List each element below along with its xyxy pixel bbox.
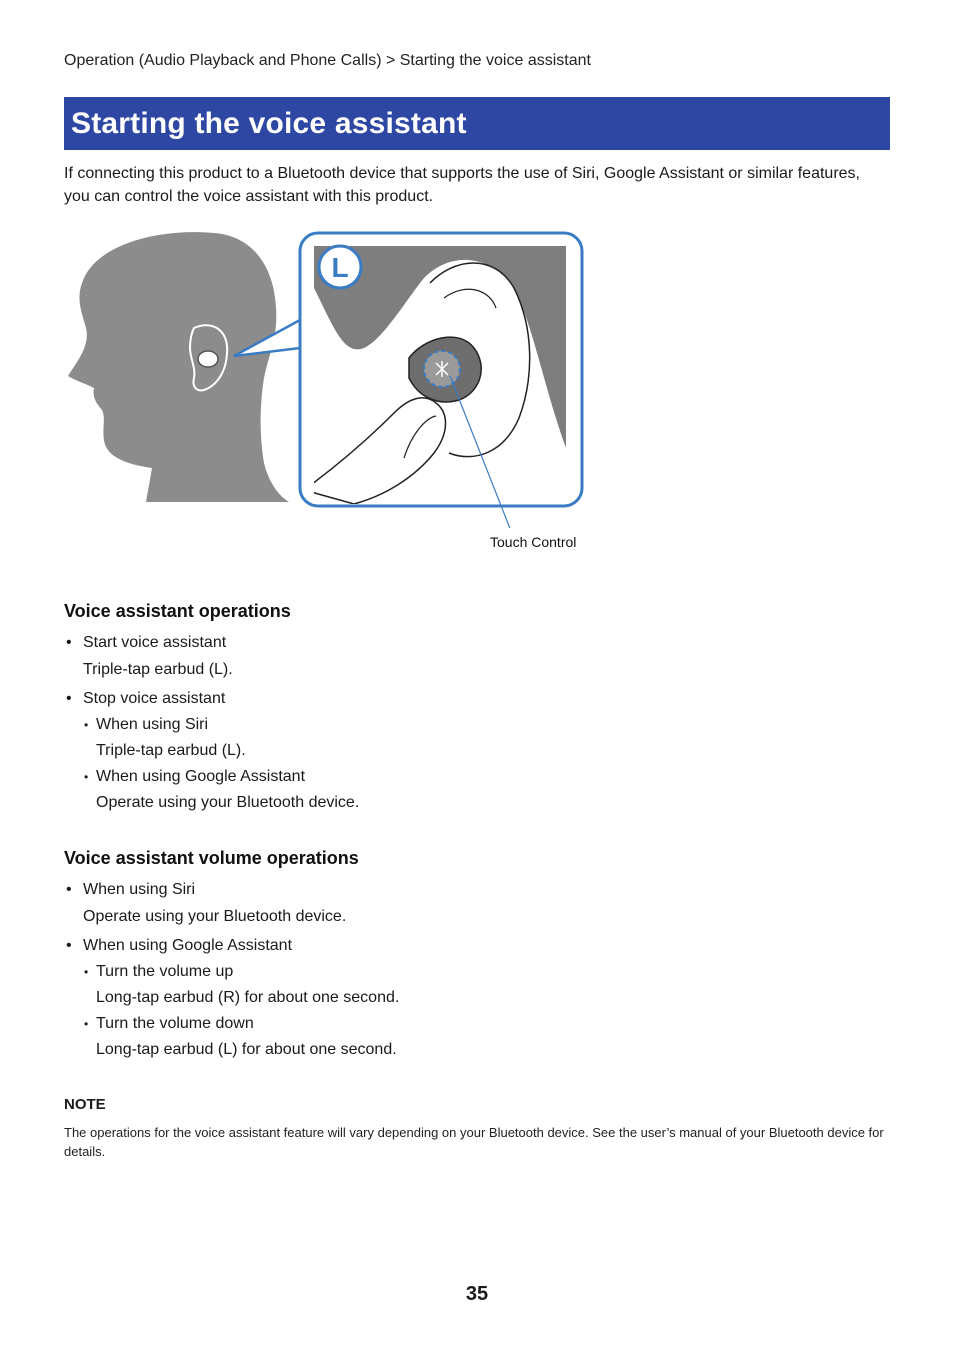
sub-item-detail: Long-tap earbud (R) for about one second. bbox=[96, 989, 400, 1006]
page-title: Starting the voice assistant bbox=[71, 107, 467, 140]
touch-control-caption: Touch Control bbox=[490, 534, 577, 550]
sub-item-label: When using Siri bbox=[96, 716, 209, 733]
note-text: The operations for the voice assistant feature will vary depending on your Bluetooth device. See the user’s manual of your Bluetooth device for details. bbox=[64, 1125, 884, 1159]
sub-item-detail: Triple-tap earbud (L). bbox=[96, 742, 246, 759]
sub-bullet-dot: • bbox=[84, 965, 89, 979]
note-heading: NOTE bbox=[64, 1096, 106, 1113]
sub-item-label: Turn the volume up bbox=[96, 963, 234, 980]
intro-paragraph: If connecting this product to a Bluetooth device that supports the use of Siri, Google Assistant or similar features, you can control the voice assistant with this product. bbox=[64, 165, 860, 205]
earbud-illustration bbox=[64, 228, 604, 558]
list-item-label: Stop voice assistant bbox=[83, 690, 226, 707]
sub-bullet-dot: • bbox=[84, 1017, 89, 1031]
head-earbud-illustration bbox=[64, 228, 604, 528]
section-heading-operations: Voice assistant operations bbox=[64, 601, 291, 621]
bullet-dot: • bbox=[66, 690, 72, 707]
title-bar bbox=[64, 97, 890, 150]
list-item-detail: Triple-tap earbud (L). bbox=[83, 661, 233, 678]
list-item-label: When using Siri bbox=[83, 881, 196, 898]
badge-letter: L bbox=[331, 252, 349, 283]
bullet-dot: • bbox=[66, 634, 72, 651]
sub-item-label: Turn the volume down bbox=[96, 1015, 254, 1032]
page-number: 35 bbox=[465, 1283, 489, 1305]
sub-item-detail: Operate using your Bluetooth device. bbox=[96, 794, 360, 811]
sub-bullet-dot: • bbox=[84, 770, 89, 784]
head-silhouette bbox=[68, 232, 290, 502]
bullet-dot: • bbox=[66, 937, 72, 954]
bullet-dot: • bbox=[66, 881, 72, 898]
earbud-small bbox=[198, 351, 218, 367]
sub-item-detail: Long-tap earbud (L) for about one second. bbox=[96, 1041, 397, 1058]
section-heading-volume: Voice assistant volume operations bbox=[64, 848, 359, 868]
list-item-label: Start voice assistant bbox=[83, 634, 227, 651]
sub-bullet-dot: • bbox=[84, 718, 89, 732]
sub-item-label: When using Google Assistant bbox=[96, 768, 306, 785]
breadcrumb: Operation (Audio Playback and Phone Calls) > Starting the voice assistant bbox=[64, 52, 591, 69]
list-item-label: When using Google Assistant bbox=[83, 937, 293, 954]
list-item-detail: Operate using your Bluetooth device. bbox=[83, 908, 347, 925]
